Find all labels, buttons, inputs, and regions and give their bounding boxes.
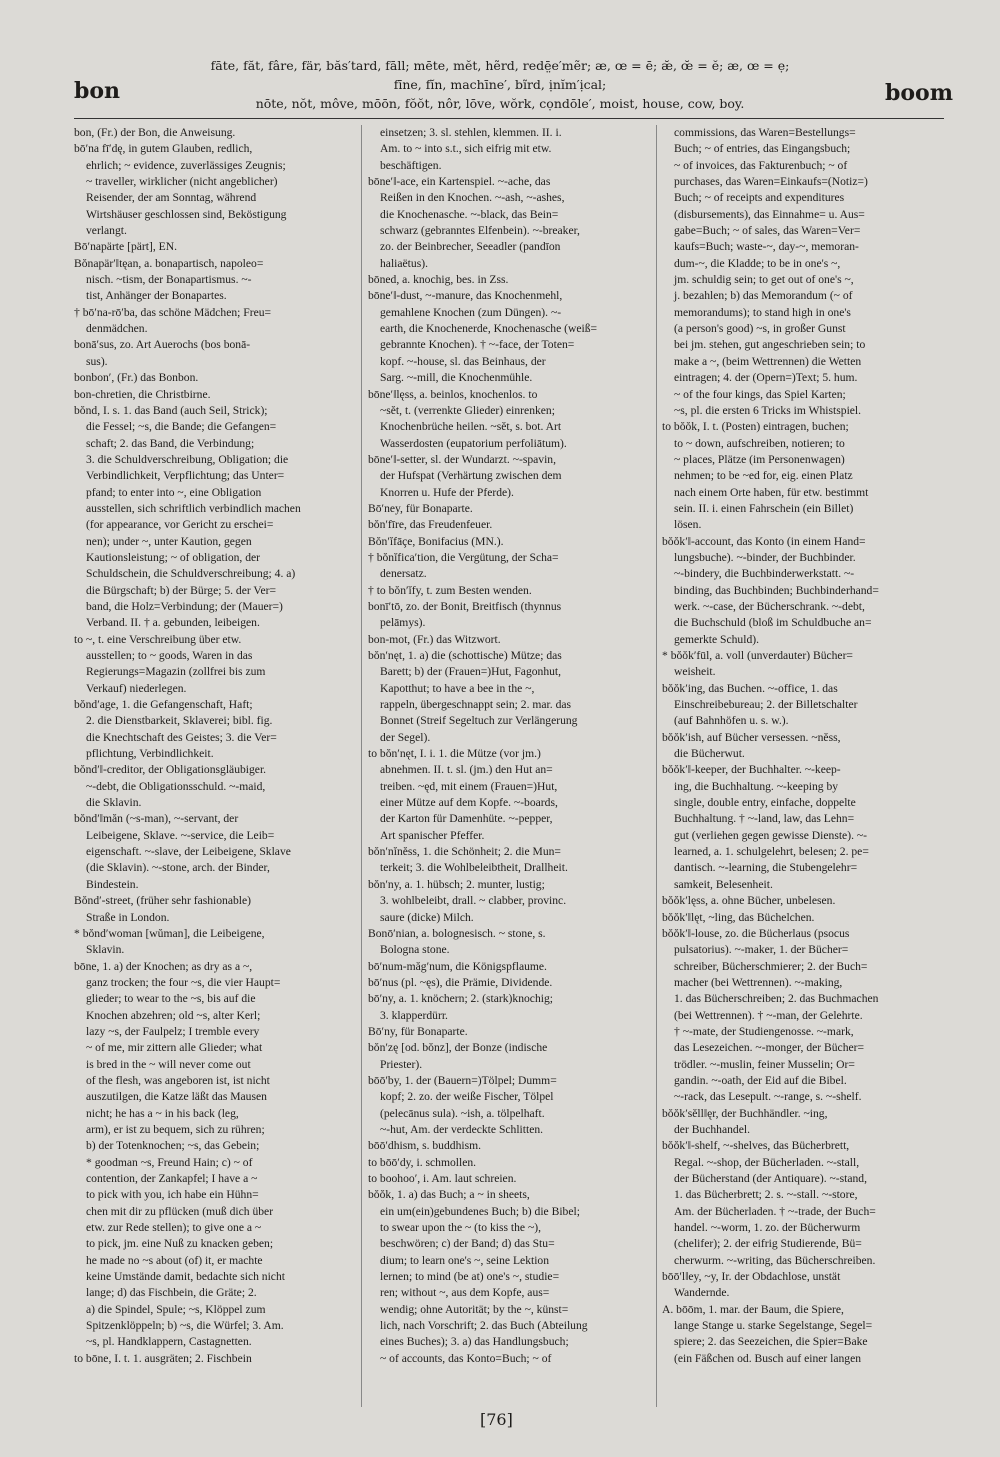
entry-continuation-line: verlangt. (86, 224, 127, 238)
entry-headword-line: bon-mot, (Fr.) das Witzwort. (368, 632, 501, 646)
entry-headword-line: bŏŏk′‖-keeper, der Buchhalter. ~-keep- (662, 763, 841, 777)
entry-continuation-line: ganz trocken; the four ~s, die vier Haupt= (86, 975, 281, 989)
column-1 (74, 125, 354, 1367)
entry-continuation-line: ~ of the four kings, das Spiel Karten; (674, 387, 846, 401)
entry-headword-line: bō′num-măg′num, die Königspflaume. (368, 959, 547, 973)
entry-continuation-line: Wirtshäuser geschlossen sind, Beköstigung (86, 207, 287, 221)
entry-continuation-line: etw. zur Rede stellen); to give one a ~ (86, 1221, 262, 1235)
entry-headword-line: bŏn′fīre, das Freudenfeuer. (368, 518, 493, 532)
entry-continuation-line: to pick, jm. eine Nuß zu knacken geben; (86, 1237, 274, 1251)
entry-continuation-line: (pelecānus sula). ~ish, a. tölpelhaft. (380, 1106, 545, 1120)
entry-continuation-line: beschwören; c) der Band; d) das Stu= (380, 1237, 555, 1251)
entry-headword-line: bŏn′nĭnĕss, 1. die Schönheit; 2. die Mun= (368, 845, 561, 859)
entry-headword-line: † bō′na-rō′ba, das schöne Mädchen; Freu= (74, 305, 272, 319)
entry-headword-line: bōne′‖-ace, ein Kartenspiel. ~-ache, das (368, 175, 551, 189)
entry-continuation-line: saure (dicke) Milch. (380, 910, 474, 924)
entry-continuation-line: learned, a. 1. schulgelehrt, belesen; 2. pe= (674, 845, 869, 859)
entry-continuation-line: (chelifer); 2. der eifrig Studierende, Bü= (674, 1237, 862, 1251)
entry-headword-line: bŏnd′age, 1. die Gefangenschaft, Haft; (74, 698, 253, 712)
column-divider (656, 125, 657, 1407)
entry-headword-line: bonbon′, (Fr.) das Bonbon. (74, 371, 199, 385)
entry-continuation-line: purchases, das Waren=Einkaufs=(Notiz=) (674, 175, 868, 189)
entry-continuation-line: nicht; he has a ~ in his back (leg, (86, 1106, 239, 1120)
entry-continuation-line: ~-bindery, die Buchbinderwerkstatt. ~- (674, 567, 855, 581)
entry-continuation-line: weisheit. (674, 665, 716, 679)
entry-headword-line: bŏnd′‖măn (~s-man), ~-servant, der (74, 812, 239, 826)
entry-continuation-line: Knorren u. Hufe der Pferde). (380, 485, 514, 499)
entry-headword-line: bō′ny, a. 1. knöchern; 2. (stark)knochig; (368, 992, 553, 1006)
entry-continuation-line: nach einem Orte haben, für etw. bestimmt (674, 485, 869, 499)
entry-continuation-line: † ~-mate, der Studiengenosse. ~-mark, (674, 1024, 854, 1038)
entry-continuation-line: ~ of me, mir zittern alle Glieder; what (86, 1041, 263, 1055)
entry-headword-line: to boohoo′, i. Am. laut schreien. (368, 1172, 517, 1185)
entry-headword-line: A. bōōm, 1. mar. der Baum, die Spiere, (662, 1302, 844, 1316)
entry-continuation-line: to swear upon the ~ (to kiss the ~), (380, 1221, 541, 1235)
entry-continuation-line: nen); under ~, unter Kaution, gegen (86, 534, 252, 548)
entry-headword-line: bonā′sus, zo. Art Auerochs (bos bonā- (74, 338, 251, 352)
entry-continuation-line: ~-rack, das Lesepult. ~-range, s. ~-shelf. (674, 1090, 862, 1104)
entry-headword-line: to bōō′dy, i. schmollen. (368, 1155, 477, 1169)
entry-headword-line: bŏŏk′‖-louse, zo. die Bücherlaus (psocus (662, 926, 850, 940)
entry-continuation-line: sein. II. i. einen Fahrschein (ein Billet) (674, 501, 854, 515)
entry-headword-line: bōne, 1. a) der Knochen; as dry as a ~, (74, 959, 253, 973)
entry-headword-line: bonī′tō, zo. der Bonit, Breitfisch (thynnus (368, 599, 562, 613)
entry-continuation-line: ein um(ein)gebundenes Buch; b) die Bibel; (380, 1204, 580, 1218)
entry-continuation-line: j. bezahlen; b) das Memorandum (~ of (674, 289, 853, 303)
entry-continuation-line: a) die Spindel, Spule; ~s, Klöppel zum (86, 1302, 266, 1316)
entry-continuation-line: pflichtung, Verbindlichkeit. (86, 747, 214, 761)
entry-continuation-line: ~ of invoices, das Fakturenbuch; ~ of (674, 158, 848, 172)
entry-headword-line: Bō′napärte [pärt], EN. (74, 240, 177, 254)
entry-headword-line: bŏŏk, 1. a) das Buch; a ~ in sheets, (368, 1188, 530, 1202)
entry-continuation-line: kopf; 2. zo. der weiße Fischer, Tölpel (380, 1090, 554, 1104)
entry-continuation-line: die Bürgschaft; b) der Bürge; 5. der Ver= (86, 583, 277, 597)
entry-continuation-line: Regierungs=Magazin (zollfrei bis zum (86, 665, 266, 679)
entry-headword-line: bōne′‖-dust, ~-manure, das Knochenmehl, (368, 289, 563, 303)
entry-continuation-line: Bonnet (Streif Segeltuch zur Verlängerung (380, 714, 578, 728)
entry-continuation-line: b) der Totenknochen; ~s, das Gebein; (86, 1139, 260, 1153)
entry-continuation-line: Einschreibebureau; 2. der Billetschalter (674, 698, 858, 712)
entry-continuation-line: die Knochenasche. ~-black, das Bein= (380, 207, 559, 221)
column-2 (368, 125, 654, 1367)
pronunciation-line: fīne, fĭn, machīne′, bĩrd, ịnĭm′ịcal; (393, 77, 607, 92)
entry-continuation-line: to pick with you, ich habe ein Hühn= (86, 1188, 259, 1202)
entry-headword-line: Bonō′nian, a. bolognesisch. ~ stone, s. (368, 926, 546, 940)
entry-headword-line: bon-chretien, die Christbirne. (74, 387, 211, 401)
guide-word-right: boom (885, 80, 954, 106)
entry-continuation-line: Schuldschein, die Schuldverschreibung; 4. a) (86, 567, 296, 581)
entry-headword-line: † bŏnĭfica′tion, die Vergütung, der Scha= (368, 550, 559, 564)
entry-continuation-line: contention, der Zankapfel; I have a ~ (86, 1172, 258, 1185)
entry-continuation-line: gut (verliehen gegen gewisse Dienste). ~- (674, 828, 867, 842)
entry-continuation-line: gemahlene Knochen (zum Düngen). ~- (380, 305, 562, 319)
entry-headword-line: bŏnd′‖-creditor, der Obligationsgläubiger. (74, 763, 267, 777)
entry-continuation-line: die Sklavin. (86, 796, 142, 810)
entry-headword-line: to bŏŏk, I. t. (Posten) eintragen, buchen; (662, 420, 849, 434)
entry-continuation-line: Verband. II. † a. gebunden, leibeigen. (86, 616, 260, 630)
entry-continuation-line: Verbindlichkeit, Verpflichtung; das Unter= (86, 469, 285, 483)
entry-continuation-line: ~ places, Plätze (im Personenwagen) (674, 452, 845, 466)
entry-continuation-line: Am. to ~ into s.t., sich eifrig mit etw. (380, 142, 552, 156)
entry-continuation-line: ~ of accounts, das Konto=Buch; ~ of (380, 1351, 552, 1365)
entry-continuation-line: denmädchen. (86, 322, 148, 336)
entry-continuation-line: tist, Anhänger der Bonapartes. (86, 289, 227, 303)
entry-continuation-line: Spitzenklöppeln; b) ~s, die Würfel; 3. Am. (86, 1319, 284, 1333)
entry-continuation-line: band, die Holz=Verbindung; der (Mauer=) (86, 599, 283, 613)
entry-headword-line: bŏŏk′‖lęt, ~ling, das Büchelchen. (662, 910, 815, 924)
entry-continuation-line: memorandums); to stand high in one's (674, 305, 851, 319)
entry-headword-line: * bŏnd′woman [wŭman], die Leibeigene, (74, 926, 265, 940)
entry-continuation-line: ~s, pl. die ersten 6 Tricks im Whistspiel. (674, 403, 862, 417)
entry-continuation-line: ausstellen, sich schriftlich verbindlich machen (86, 501, 301, 515)
entry-continuation-line: lich, nach Vorschrift; 2. das Buch (Abteilung (380, 1319, 588, 1333)
entry-continuation-line: pulsatorius). ~-maker, 1. der Bücher= (674, 943, 849, 957)
entry-headword-line: * bŏŏk′fūl, a. voll (unverdauter) Bücher= (662, 649, 853, 662)
entry-headword-line: bon, (Fr.) der Bon, die Anweisung. (74, 126, 236, 139)
column-3 (662, 125, 946, 1367)
entry-continuation-line: die Knechtschaft des Geistes; 3. die Ver= (86, 730, 277, 744)
entry-continuation-line: (ein Fäßchen od. Busch auf einer langen (674, 1351, 862, 1365)
entry-continuation-line: denersatz. (380, 567, 427, 581)
entry-continuation-line: eigenschaft. ~-slave, der Leibeigene, Sklave (86, 845, 291, 859)
entry-continuation-line: Priester). (380, 1057, 423, 1071)
entry-continuation-line: cherwurm. ~-writing, das Bücherschreiben. (674, 1253, 876, 1267)
entry-continuation-line: Kapotthut; to have a bee in the ~, (380, 681, 535, 695)
entry-continuation-line: he made no ~s about (of) it, er machte (86, 1253, 263, 1267)
entry-headword-line: bŏŏk′‖-account, das Konto (in einem Hand= (662, 534, 866, 548)
entry-headword-line: to bŏn′nęt, I. i. 1. die Mütze (vor jm.) (368, 747, 541, 761)
entry-continuation-line: der Buchhandel. (674, 1122, 750, 1136)
entry-continuation-line: (for appearance, vor Gericht zu erschei= (86, 518, 274, 532)
entry-headword-line: to bōne, I. t. 1. ausgräten; 2. Fischbein (74, 1351, 252, 1365)
entry-continuation-line: jm. schuldig sein; to get out of one's ~, (674, 273, 854, 287)
entry-continuation-line: die Buchschuld (bloß im Schuldbuche an= (674, 616, 872, 630)
entry-continuation-line: binding, das Buchbinden; Buchbinderhand= (674, 583, 879, 597)
entry-headword-line: bŏŏk′‖-shelf, ~-shelves, das Bücherbrett, (662, 1139, 850, 1153)
entry-continuation-line: schreiber, Bücherschmierer; 2. der Buch= (674, 959, 868, 973)
pronunciation-line: nōte, nŏt, môve, mōōn, fŏŏt, nôr, lōve, wŏrk, cọndōle′, moist, house, cow, boy. (255, 96, 745, 111)
guide-word-left: bon (74, 78, 121, 104)
entry-continuation-line: gandin. ~-oath, der Eid auf die Bibel. (674, 1073, 847, 1087)
entry-continuation-line: dium; to learn one's ~, seine Lektion (380, 1253, 550, 1267)
entry-continuation-line: wendig; ohne Autorität; by the ~, künst= (380, 1302, 569, 1316)
entry-continuation-line: kopf. ~-house, sl. das Beinhaus, der (380, 354, 546, 368)
entry-continuation-line: werk. ~-case, der Bücherschrank. ~-debt, (674, 599, 865, 613)
entry-continuation-line: Am. der Bücherladen. † ~-trade, der Buch= (674, 1204, 876, 1218)
entry-headword-line: Bŏnd′-street, (früher sehr fashionable) (74, 894, 252, 908)
entry-continuation-line: chen mit dir zu pflücken (muß dich über (86, 1204, 274, 1218)
entry-continuation-line: handel. ~-worm, 1. zo. der Bücherwurm (674, 1221, 861, 1235)
entry-continuation-line: gemerkte Schuld). (674, 632, 759, 646)
entry-continuation-line: Knochen abzehren; old ~s, alter Kerl; (86, 1008, 261, 1022)
entry-continuation-line: schwarz (gebranntes Elfenbein). ~-breaker, (380, 224, 580, 238)
entry-continuation-line: zo. der Beinbrecher, Seeadler (pandīon (380, 240, 561, 254)
entry-continuation-line: Buchhaltung. † ~-land, law, das Lehn= (674, 812, 855, 826)
entry-continuation-line: dum-~, die Kladde; to be in one's ~, (674, 256, 841, 270)
entry-continuation-line: 2. die Dienstbarkeit, Sklaverei; bibl. fig. (86, 714, 273, 728)
entry-headword-line: bŏn′nęt, 1. a) die (schottische) Mütze; das (368, 649, 562, 662)
entry-continuation-line: Wandernde. (674, 1286, 730, 1300)
entry-continuation-line: Sklavin. (86, 943, 125, 957)
entry-continuation-line: Barett; b) der (Frauen=)Hut, Fagonhut, (380, 665, 562, 679)
entry-continuation-line: auszutilgen, die Katze läßt das Mausen (86, 1090, 267, 1104)
entry-continuation-line: 1. das Bücherbrett; 2. s. ~-stall. ~-store, (674, 1188, 858, 1202)
entry-headword-line: bōne′‖lęss, a. beinlos, knochenlos. to (368, 387, 538, 401)
entry-continuation-line: Bologna stone. (380, 943, 450, 957)
entry-headword-line: bŏn′ny, a. 1. hübsch; 2. munter, lustig; (368, 877, 545, 891)
entry-continuation-line: der Bücherstand (der Antiquare). ~-stand, (674, 1172, 867, 1185)
entry-continuation-line: Straße in London. (86, 910, 170, 924)
entry-headword-line: bŏnd, I. s. 1. das Band (auch Seil, Strick); (74, 403, 268, 417)
entry-continuation-line: abnehmen. II. t. sl. (jm.) den Hut an= (380, 763, 553, 777)
entry-continuation-line: pfand; to enter into ~, eine Obligation (86, 485, 262, 499)
entry-continuation-line: der Hufspat (Verhärtung zwischen dem (380, 469, 562, 483)
entry-continuation-line: Knochenbrüche heilen. ~sĕt, s. bot. Art (380, 420, 562, 434)
entry-continuation-line: lernen; to mind (be at) one's ~, studie= (380, 1270, 560, 1284)
entry-continuation-line: samkeit, Belesenheit. (674, 877, 773, 891)
entry-continuation-line: das Lesezeichen. ~-monger, der Bücher= (674, 1041, 865, 1055)
entry-continuation-line: ~s, pl. Handklappern, Castagnetten. (86, 1335, 252, 1349)
entry-continuation-line: ~-debt, die Obligationsschuld. ~-maid, (86, 779, 266, 793)
entry-continuation-line: ren; without ~, aus dem Kopfe, aus= (380, 1286, 550, 1300)
entry-headword-line: bōō′by, 1. der (Bauern=)Tölpel; Dumm= (368, 1073, 557, 1087)
entry-continuation-line: die Bücherwut. (674, 747, 745, 761)
entry-continuation-line: of the flesh, was angeboren ist, ist nicht (86, 1073, 270, 1087)
entry-continuation-line: ing, die Buchhaltung. ~-keeping by (674, 779, 839, 793)
entry-continuation-line: (die Sklavin). ~-stone, arch. der Binder, (86, 861, 270, 875)
entry-headword-line: bōned, a. knochig, bes. in Zss. (368, 273, 509, 287)
entry-continuation-line: trödler. ~-muslin, feiner Musselin; Or= (674, 1057, 855, 1071)
entry-continuation-line: 1. das Bücherschreiben; 2. das Buchmachen (674, 992, 879, 1006)
entry-continuation-line: ~sĕt, t. (verrenkte Glieder) einrenken; (380, 403, 555, 417)
entry-headword-line: Bō′ney, für Bonaparte. (368, 501, 473, 515)
entry-continuation-line: lungsbuche). ~-binder, der Buchbinder. (674, 550, 856, 564)
entry-headword-line: bŏŏk′sĕll‖ęr, der Buchhändler. ~ing, (662, 1106, 828, 1120)
entry-continuation-line: 3. die Schuldverschreibung, Obligation; die (86, 452, 289, 466)
entry-headword-line: bŏŏk′ing, das Buchen. ~-office, 1. das (662, 681, 838, 695)
entry-headword-line: bō′nus (pl. ~ęs), die Prämie, Dividende. (368, 975, 553, 989)
pronunciation-key (200, 56, 800, 113)
entry-headword-line: to ~, t. eine Verschreibung über etw. (74, 632, 242, 646)
entry-continuation-line: keine Umstände damit, bedachte sich nicht (86, 1270, 285, 1284)
entry-continuation-line: eines Buches); 3. a) das Handlungsbuch; (380, 1335, 569, 1349)
entry-continuation-line: nisch. ~tism, der Bonapartismus. ~- (86, 273, 252, 287)
entry-headword-line: bŏŏk′ish, auf Bücher versessen. ~nĕss, (662, 730, 841, 744)
entry-continuation-line: Buch; ~ of receipts and expenditures (674, 191, 845, 205)
entry-continuation-line: nehmen; to be ~ed for, eig. einen Platz (674, 469, 853, 483)
entry-continuation-line: gebrannte Knochen). † ~-face, der Toten= (380, 338, 575, 352)
entry-continuation-line: is bred in the ~ will never come out (86, 1057, 251, 1071)
entry-continuation-line: einer Mütze auf dem Kopfe. ~-boards, (380, 796, 558, 810)
entry-continuation-line: ~-hut, Am. der verdeckte Schlitten. (380, 1122, 544, 1136)
entry-continuation-line: Leibeigene, Sklave. ~-service, die Leib= (86, 828, 275, 842)
entry-headword-line: Bŏn′ĭfāçe, Bonifacius (MN.). (368, 534, 504, 548)
entry-continuation-line: macher (bei Wettrennen). ~-making, (674, 975, 843, 989)
entry-continuation-line: to ~ down, aufschreiben, notieren; to (674, 436, 845, 450)
entry-continuation-line: Reißen in den Knochen. ~-ash, ~-ashes, (380, 191, 565, 205)
entry-continuation-line: Reisender, der am Sonntag, während (86, 191, 257, 205)
entry-continuation-line: arm), er ist zu bequem, sich zu rühren; (86, 1122, 265, 1136)
entry-headword-line: bōō′l‖ey, ~y, Ir. der Obdachlose, unstät (662, 1270, 841, 1284)
column-divider (361, 125, 362, 1407)
entry-continuation-line: ehrlich; ~ evidence, zuverlässiges Zeugnis; (86, 158, 286, 172)
entry-continuation-line: Bindestein. (86, 877, 139, 891)
entry-continuation-line: (a person's good) ~s, in großer Gunst (674, 322, 846, 336)
entry-continuation-line: sus). (86, 354, 108, 368)
entry-continuation-line: (auf Bahnhöfen u. s. w.). (674, 714, 789, 728)
entry-continuation-line: * goodman ~s, Freund Hain; c) ~ of (86, 1155, 253, 1169)
entry-continuation-line: treiben. ~ęd, mit einem (Frauen=)Hut, (380, 779, 558, 793)
entry-continuation-line: eintragen; 4. der (Opern=)Text; 5. hum. (674, 371, 858, 385)
entry-continuation-line: terkeit; 3. die Wohlbeleibtheit, Drallheit. (380, 861, 568, 875)
entry-continuation-line: lange Stange u. starke Segelstange, Segel= (674, 1319, 873, 1333)
pronunciation-line: fāte, făt, fâre, fär, băs′tard, fāll; mēte, mĕt, hẽrd, redē̤e′mẽr; æ, œ = ē; æ̆, œ̆ = ĕ; æ, œ = ẹ; (210, 58, 790, 73)
entry-continuation-line: Regal. ~-shop, der Bücherladen. ~-stall, (674, 1155, 860, 1169)
entry-headword-line: bŏŏk′lęss, a. ohne Bücher, unbelesen. (662, 894, 836, 908)
entry-continuation-line: 3. wohlbeleibt, drall. ~ clabber, provinc. (380, 894, 567, 908)
entry-continuation-line: 3. klapperdürr. (380, 1008, 448, 1022)
entry-continuation-line: beschäftigen. (380, 158, 442, 172)
entry-continuation-line: dantisch. ~-learning, die Stubengelehr= (674, 861, 858, 875)
entry-headword-line: bōne′‖-setter, sl. der Wundarzt. ~-spavin, (368, 452, 556, 466)
entry-continuation-line: der Segel). (380, 730, 431, 744)
entry-continuation-line: Verkauf) niederlegen. (86, 681, 187, 695)
entry-headword-line: † to bŏn′ĭfy, t. zum Besten wenden. (368, 583, 532, 597)
entry-continuation-line: pelāmys). (380, 616, 426, 630)
entry-continuation-line: commissions, das Waren=Bestellungs= (674, 126, 856, 139)
entry-headword-line: bō′na fī′dę, in gutem Glauben, redlich, (74, 142, 253, 156)
entry-continuation-line: schaft; 2. das Band, die Verbindung; (86, 436, 255, 450)
entry-continuation-line: (bei Wettrennen). † ~-man, der Gelehrte. (674, 1008, 863, 1022)
entry-headword-line: bōō′dhism, s. buddhism. (368, 1139, 482, 1153)
page-number: [76] (480, 1410, 513, 1429)
entry-continuation-line: lazy ~s, der Faulpelz; I tremble every (86, 1024, 260, 1038)
header-rule (74, 118, 944, 119)
entry-continuation-line: Art spanischer Pfeffer. (380, 828, 485, 842)
entry-continuation-line: ~ traveller, wirklicher (nicht angeblicher) (86, 175, 278, 189)
entry-continuation-line: ausstellen; to ~ goods, Waren in das (86, 649, 253, 662)
entry-continuation-line: der Karton für Damenhüte. ~-pepper, (380, 812, 553, 826)
entry-continuation-line: spiere; 2. das Seezeichen, die Spier=Bake (674, 1335, 868, 1349)
entry-continuation-line: haliaëtus). (380, 256, 428, 270)
entry-continuation-line: Sarg. ~-mill, die Knochenmühle. (380, 371, 533, 385)
entry-headword-line: Bō′ny, für Bonaparte. (368, 1024, 468, 1038)
entry-continuation-line: rappeln, übergeschnappt sein; 2. mar. das (380, 698, 572, 712)
entry-continuation-line: lange; d) das Fischbein, die Gräte; 2. (86, 1286, 257, 1300)
entry-continuation-line: single, double entry, einfache, doppelte (674, 796, 856, 810)
entry-headword-line: Bŏnapär′‖tęan, a. bonapartisch, napoleo= (74, 256, 264, 270)
entry-headword-line: bŏn′zę [od. bŏnz], der Bonze (indische (368, 1041, 548, 1055)
entry-continuation-line: lösen. (674, 518, 702, 532)
entry-continuation-line: bei jm. stehen, gut angeschrieben sein; to (674, 338, 866, 352)
entry-continuation-line: make a ~, (beim Wettrennen) die Wetten (674, 354, 862, 368)
entry-continuation-line: Buch; ~ of entries, das Eingangsbuch; (674, 142, 851, 156)
entry-continuation-line: (disbursements), das Einnahme= u. Aus= (674, 207, 865, 221)
entry-continuation-line: Wasserdosten (eupatorium perfoliātum). (380, 436, 567, 450)
entry-continuation-line: kaufs=Buch; waste-~, day-~, memoran- (674, 240, 859, 254)
entry-continuation-line: glieder; to wear to the ~s, bis auf die (86, 992, 256, 1006)
entry-continuation-line: einsetzen; 3. sl. stehlen, klemmen. II. i. (380, 126, 562, 139)
entry-continuation-line: die Fessel; ~s, die Bande; die Gefangen= (86, 420, 277, 434)
entry-continuation-line: earth, die Knochenerde, Knochenasche (weiß= (380, 322, 598, 336)
entry-continuation-line: Kautionsleistung; ~ of obligation, der (86, 550, 261, 564)
entry-continuation-line: gabe=Buch; ~ of sales, das Waren=Ver= (674, 224, 861, 238)
